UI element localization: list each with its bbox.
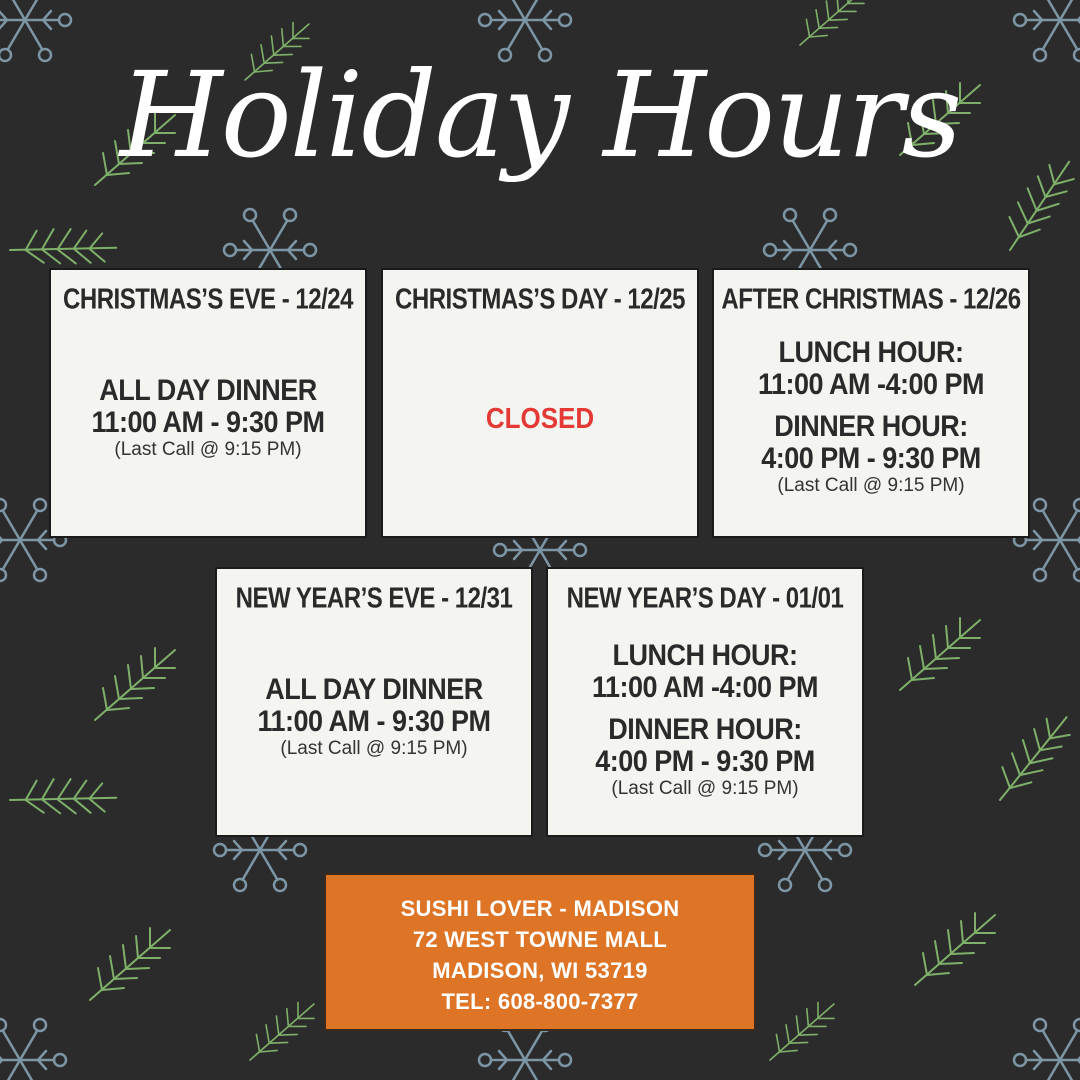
restaurant-phone: TEL: 608-800-7377 <box>441 989 639 1014</box>
restaurant-name: SUSHI LOVER - MADISON <box>400 896 680 921</box>
hours-card-christmas-eve <box>49 268 367 538</box>
restaurant-info-box <box>324 873 756 1031</box>
hours-label: ALL DAY DINNER <box>99 373 317 407</box>
card-title: AFTER CHRISTMAS - 12/26 <box>721 283 1021 316</box>
card-title: CHRISTMAS’S EVE - 12/24 <box>63 283 353 316</box>
last-call-note: (Last Call @ 9:15 PM) <box>114 439 302 460</box>
last-call-note: (Last Call @ 9:15 PM) <box>280 738 468 759</box>
dinner-hour-time: 4:00 PM - 9:30 PM <box>761 441 981 475</box>
hours-card-after-christmas <box>712 268 1030 538</box>
hours-time: 11:00 AM - 9:30 PM <box>257 704 491 738</box>
lunch-hour-label: LUNCH HOUR: <box>778 335 964 369</box>
page-title: Holiday Hours <box>119 46 961 184</box>
hours-card-new-years-eve <box>215 567 533 837</box>
hours-label: ALL DAY DINNER <box>265 672 483 706</box>
closed-status: CLOSED <box>485 401 595 435</box>
hours-card-christmas-day <box>381 268 699 538</box>
dinner-hour-label: DINNER HOUR: <box>774 409 968 443</box>
hours-time: 11:00 AM - 9:30 PM <box>91 405 325 439</box>
restaurant-address: 72 WEST TOWNE MALL <box>412 927 668 952</box>
lunch-hour-label: LUNCH HOUR: <box>612 638 798 672</box>
lunch-hour-time: 11:00 AM -4:00 PM <box>757 367 985 401</box>
card-title: NEW YEAR’S DAY - 01/01 <box>566 582 844 615</box>
hours-card-new-years-day <box>546 567 864 837</box>
card-title: CHRISTMAS’S DAY - 12/25 <box>395 283 685 316</box>
last-call-note: (Last Call @ 9:15 PM) <box>777 475 965 496</box>
restaurant-city: MADISON, WI 53719 <box>432 958 648 983</box>
lunch-hour-time: 11:00 AM -4:00 PM <box>591 670 819 704</box>
dinner-hour-label: DINNER HOUR: <box>608 712 802 746</box>
card-title: NEW YEAR’S EVE - 12/31 <box>235 582 513 615</box>
dinner-hour-time: 4:00 PM - 9:30 PM <box>595 744 815 778</box>
last-call-note: (Last Call @ 9:15 PM) <box>611 778 799 799</box>
